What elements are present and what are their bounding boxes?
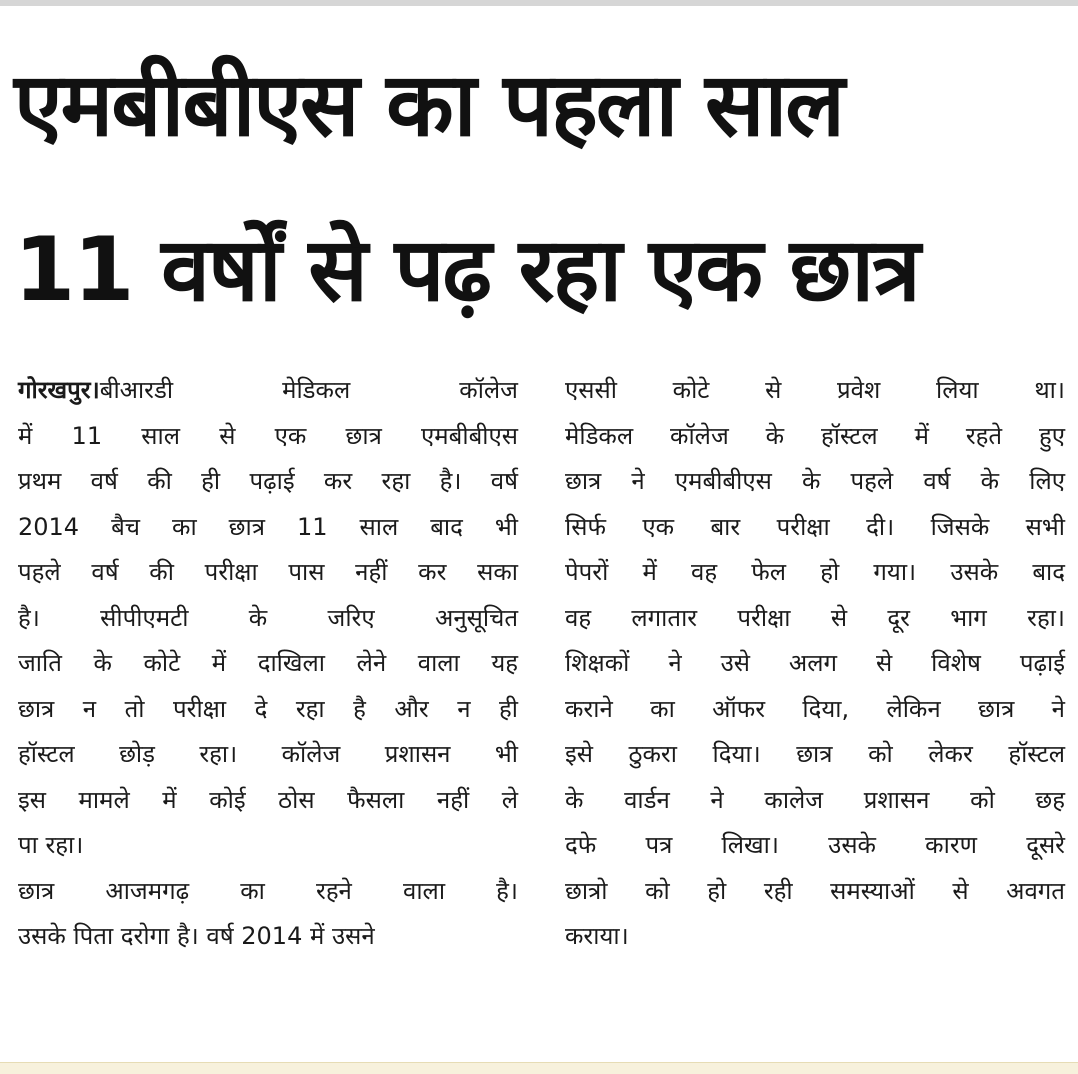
article-line-text: मेडिकल कॉलेज के हॉस्टल में रहते हुए xyxy=(565,421,1065,450)
headline-line-1: एमबीबीएस का पहला साल xyxy=(14,53,843,156)
article-line xyxy=(565,505,1065,551)
article-line-text: पहले वर्ष की परीक्षा पास नहीं कर सका xyxy=(18,558,518,586)
article-line-text: वह लगातार परीक्षा से दूर भाग रहा। xyxy=(565,603,1065,632)
article-line xyxy=(18,596,518,642)
article-line xyxy=(18,687,518,733)
article-line-text: कराने का ऑफर दिया, लेकिन छात्र ने xyxy=(565,694,1065,723)
article-line-text: बीआरडी मेडिकल कॉलेज xyxy=(99,376,518,404)
article-line xyxy=(18,414,518,460)
article-line xyxy=(18,778,518,824)
article-line xyxy=(18,823,518,869)
article-line-text: उसके पिता दरोगा है। वर्ष 2014 में उसने xyxy=(18,922,375,950)
article-line-text: एससी कोटे से प्रवेश लिया था। xyxy=(565,376,1065,404)
article-line-text: पेपरों में वह फेल हो गया। उसके बाद xyxy=(565,558,1065,586)
article-line-text: पा रहा। xyxy=(18,831,84,859)
article-line-text: है। सीपीएमटी के जरिए अनुसूचित xyxy=(18,603,518,632)
article-line-text: छात्र ने एमबीबीएस के पहले वर्ष के लिए xyxy=(565,467,1065,495)
headline-line-2: 11 वर्षों से पढ़ रहा एक छात्र xyxy=(14,218,919,321)
article-line-text: हॉस्टल छोड़ रहा। कॉलेज प्रशासन भी xyxy=(18,740,518,768)
article-line xyxy=(18,550,518,596)
bottom-edge xyxy=(0,1062,1078,1074)
article-line-text: दफे पत्र लिखा। उसके कारण दूसरे xyxy=(565,831,1065,859)
article-line xyxy=(565,823,1065,869)
article-line-text: सिर्फ एक बार परीक्षा दी। जिसके सभी xyxy=(565,512,1065,541)
article-line xyxy=(565,641,1065,687)
article-line-text: छात्रो को हो रही समस्याओं से अवगत xyxy=(565,876,1065,905)
article-line xyxy=(18,869,518,915)
article-line-text: शिक्षकों ने उसे अलग से विशेष पढ़ाई xyxy=(565,649,1065,677)
article-line-text: कराया। xyxy=(565,922,629,950)
article-line-text: जाति के कोटे में दाखिला लेने वाला यह xyxy=(18,649,518,677)
article-line xyxy=(565,596,1065,642)
article-line xyxy=(18,459,518,505)
article-line xyxy=(18,505,518,551)
article-line-text: में 11 साल से एक छात्र एमबीबीएस xyxy=(18,421,518,450)
article-line xyxy=(565,687,1065,733)
article-line xyxy=(18,732,518,778)
article-line xyxy=(565,459,1065,505)
article-line-text: 2014 बैच का छात्र 11 साल बाद भी xyxy=(18,512,518,541)
dateline: गोरखपुर। xyxy=(18,376,100,404)
article-line xyxy=(565,732,1065,778)
article-line xyxy=(565,914,1065,960)
article-line-text: के वार्डन ने कालेज प्रशासन को छह xyxy=(565,785,1065,814)
article-line xyxy=(565,778,1065,824)
article-line xyxy=(565,550,1065,596)
article-left-column xyxy=(18,368,518,960)
article-right-column xyxy=(565,368,1065,960)
article-line-text: प्रथम वर्ष की ही पढ़ाई कर रहा है। वर्ष xyxy=(18,467,518,495)
article-line xyxy=(565,869,1065,915)
article-line xyxy=(18,641,518,687)
top-edge xyxy=(0,0,1078,6)
article-line-text: इस मामले में कोई ठोस फैसला नहीं ले xyxy=(18,785,518,814)
article-line xyxy=(565,414,1065,460)
article-line-text: छात्र न तो परीक्षा दे रहा है और न ही xyxy=(18,694,518,723)
article-line xyxy=(18,914,518,960)
article-line xyxy=(18,368,518,414)
article-line-text: छात्र आजमगढ़ का रहने वाला है। xyxy=(18,876,518,905)
article-line-text: इसे ठुकरा दिया। छात्र को लेकर हॉस्टल xyxy=(565,740,1065,768)
article-line xyxy=(565,368,1065,414)
